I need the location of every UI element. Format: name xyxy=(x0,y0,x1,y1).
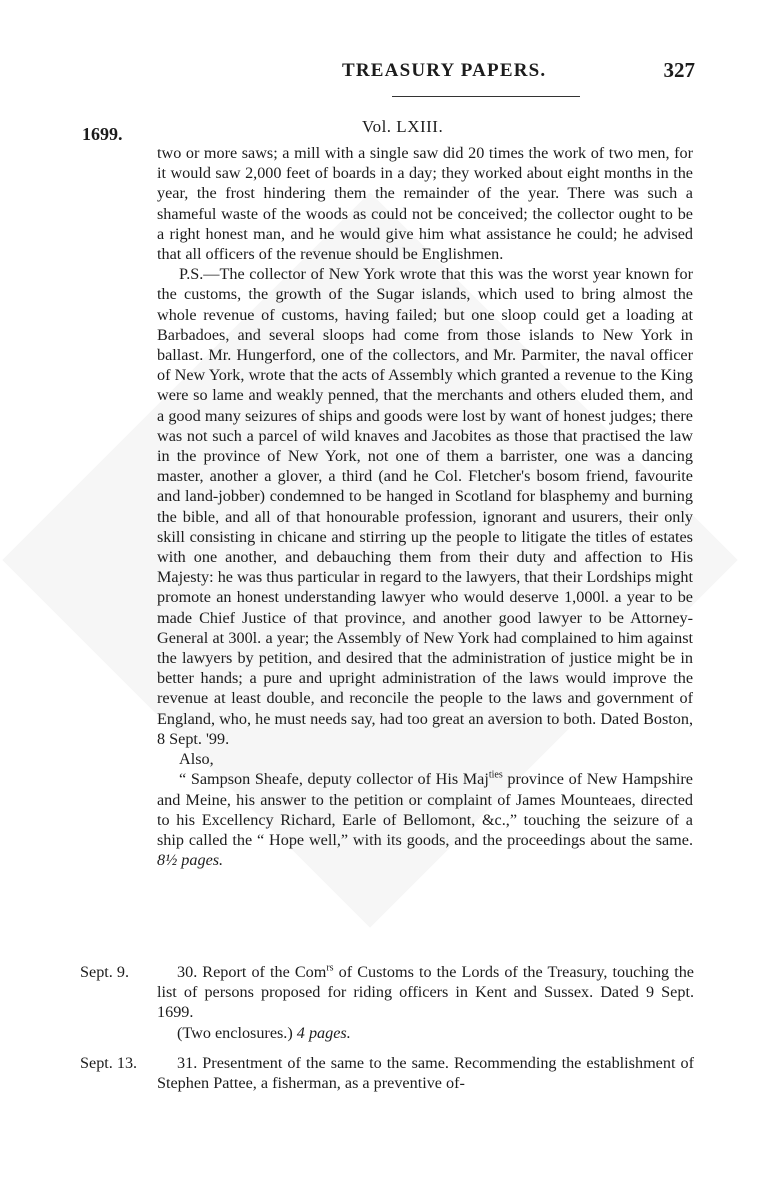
superscript-ties: ties xyxy=(488,769,503,781)
sheafe-pages: 8½ pages. xyxy=(157,851,224,870)
entry-30 xyxy=(80,962,694,1043)
page-number: 327 xyxy=(663,58,695,82)
entry-30-text xyxy=(157,962,694,1023)
running-title: TREASURY PAPERS. xyxy=(342,60,547,81)
entry-31 xyxy=(80,1053,694,1093)
entry-31-date: Sept. 13. xyxy=(80,1054,138,1072)
page-header xyxy=(330,60,695,88)
paragraph-enclosure-sheafe xyxy=(157,769,693,870)
main-text xyxy=(157,143,693,870)
sheafe-text-start: “ Sampson Sheafe, deputy collector of His Maj xyxy=(179,770,489,789)
paragraph-postscript: P.S.—The collector of New York wrote that this was the worst year known for the customs, the growth of the Sugar islands, which used to bring almost the whole revenue of customs, having failed; but one sloop could get a loading at Barbadoes, and several sloops had come from those islands to New York in ballast. Mr. Hungerford, one of the collectors, and Mr. Parmiter, the naval officer of New York, wrote that the acts of Assembly which granted a revenue to the King were so lame and weakly penned, that the merchants and others eluded them, and a good many seizures of ships and goods were lost by want of honest judges; there was not such a parcel of wild knaves and Jacobites as those that practised the law in the province of New York, not one of them a barrister, one was a dancing master, another a glover, a third (and he Col. Fletcher's bosom friend, favourite and land-jobber) condemned to be hanged in Scotland for blasphemy and burning the bible, and all of that honourable profession, ignorant and usurers, their only skill consisting in chicane and stirring up the people to litigate the titles of estates with one another, and debauching them from their duty and affection to His Majesty: he was thus particular in regard to the lawyers, that their Lordships might promote an honest understanding lawyer who would deserve 1,000l. a year to be made Chief Justice of that province, and another good lawyer to be Attorney-General at 300l. a year; the Assembly of New York had complained to him against the lawyers by petition, and desired that the administration of justice might be in better hands; a pure and upright administration of the laws would improve the revenue at least double, and reconcile the people to the laws and government of England, who, he must needs say, had too great an aversion to both. Dated Boston, 8 Sept. '99. xyxy=(157,265,693,748)
margin-year: 1699. xyxy=(82,124,123,144)
header-rule xyxy=(392,96,580,97)
paragraph-continuation: two or more saws; a mill with a single saw did 20 times the work of two men, for it would saw 2,000 feet of boards in a day; they worked about eight months in the year, the frost hindering them the remainder of the year. There was such a shameful waste of the woods as could not be conceived; the collector ought to be a right honest man, and he would give him what assistance he could; he advised that all officers of the revenue should be Englishmen. xyxy=(157,144,693,264)
volume-heading: Vol. LXIII. xyxy=(362,117,444,136)
entry-30-pages: 4 pages. xyxy=(296,1023,351,1042)
entry-30-date: Sept. 9. xyxy=(80,963,130,981)
sheafe-text-end: province of New Hampshire and Meine, his answer to the petition or complaint of James Mounteaes, directed to his Excellency Richard, Earle of Bellomont, &c.,” touching the seizure of a ship called the “ Hope well,” with its goods, and the proceedings about the same. xyxy=(157,770,693,849)
superscript-rs: rs xyxy=(326,962,334,974)
paragraph-also: Also, xyxy=(179,750,214,769)
entry-30-text-start: 30. Report of the Com xyxy=(177,963,327,981)
entry-30-enclosures-label: (Two enclosures.) xyxy=(177,1023,297,1042)
entry-30-text-end: of Customs to the Lords of the Treasury, touching the list of persons proposed for riding officers in Kent and Sussex. Dated 9 Sept. 1699. xyxy=(157,963,694,1022)
entry-31-text: 31. Presentment of the same to the same. Recommending the establishment of Stephen Pattee, a fisherman, as a preventive of- xyxy=(157,1054,694,1093)
entry-30-enclosures xyxy=(157,1023,694,1043)
